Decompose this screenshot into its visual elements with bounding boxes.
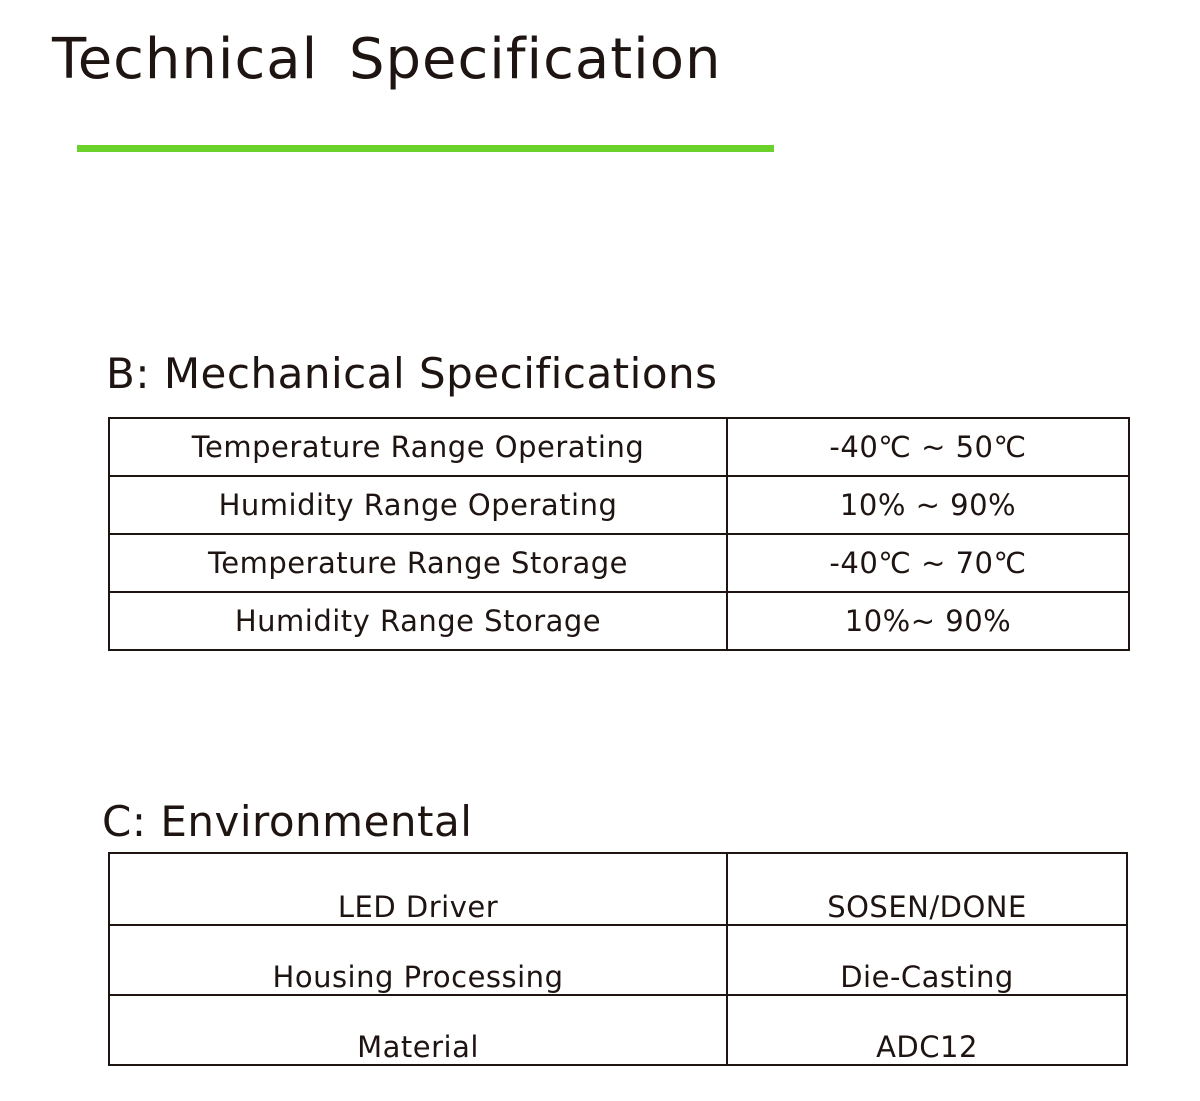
spec-value: Die-Casting bbox=[727, 925, 1127, 995]
page-title: Technical Specification bbox=[52, 27, 722, 92]
title-underline bbox=[77, 145, 774, 152]
table-row bbox=[109, 592, 1129, 650]
spec-value: 10%~ 90% bbox=[727, 592, 1129, 650]
spec-label: Temperature Range Operating bbox=[109, 418, 727, 476]
table-row bbox=[109, 853, 1127, 925]
spec-label: Housing Processing bbox=[109, 925, 727, 995]
spec-label: Temperature Range Storage bbox=[109, 534, 727, 592]
table-row bbox=[109, 995, 1127, 1065]
spec-value: -40℃ ~ 50℃ bbox=[727, 418, 1129, 476]
spec-label: Humidity Range Operating bbox=[109, 476, 727, 534]
table-row bbox=[109, 925, 1127, 995]
mechanical-spec-table bbox=[108, 417, 1130, 651]
spec-label: Material bbox=[109, 995, 727, 1065]
spec-value: ADC12 bbox=[727, 995, 1127, 1065]
spec-label: Humidity Range Storage bbox=[109, 592, 727, 650]
table-row bbox=[109, 534, 1129, 592]
table-row bbox=[109, 418, 1129, 476]
mechanical-heading: B: Mechanical Specifications bbox=[106, 349, 718, 398]
environmental-spec-table bbox=[108, 852, 1128, 1066]
spec-value: 10% ~ 90% bbox=[727, 476, 1129, 534]
spec-value: -40℃ ~ 70℃ bbox=[727, 534, 1129, 592]
spec-value: SOSEN/DONE bbox=[727, 853, 1127, 925]
table-row bbox=[109, 476, 1129, 534]
spec-label: LED Driver bbox=[109, 853, 727, 925]
environmental-heading: C: Environmental bbox=[102, 797, 473, 846]
